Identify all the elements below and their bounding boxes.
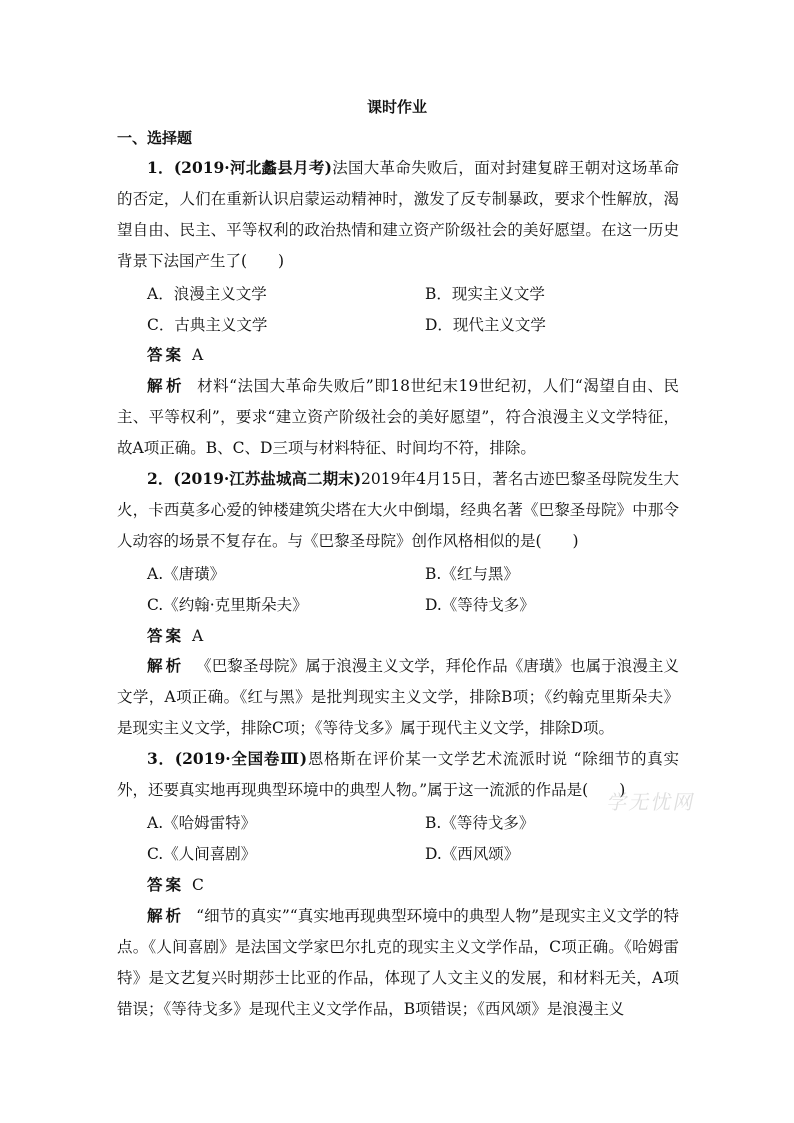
section-heading: 一、选择题	[117, 129, 193, 147]
question-1-explanation: 解析 材料“法国大革命失败后”即18世纪末19世纪初，人们“渴望自由、民主、平等权利”，要求“建立资产阶级社会的美好愿望”，符合浪漫主义文学特征，故A项正确。B、C、D三项与材料特征、时间均不符，排除。	[117, 376, 679, 457]
question-1-stem: 1．(2019·河北蠡县月考)法国大革命失败后，面对封建复辟王朝对这场革命的否定，人们在重新认识启蒙运动精神时，激发了反专制暴政，要求个性解放，渴望自由、民主、平等权利的政治热情和建立资产阶级社会的美好愿望。在这一历史背景下法国产生了( )	[117, 158, 679, 270]
watermark: 学无忧网	[605, 790, 699, 814]
question-1-option-d: D．现代主义文学	[425, 316, 546, 334]
question-2-option-d: D.《等待戈多》	[425, 596, 535, 614]
question-1-answer: 答案 A	[147, 345, 204, 364]
question-2-option-c: C.《约翰·克里斯朵夫》	[147, 596, 308, 614]
question-3-option-c: C.《人间喜剧》	[147, 845, 257, 863]
question-3-option-a: A.《哈姆雷特》	[147, 814, 257, 832]
question-3-stem: 3．(2019·全国卷Ⅲ)恩格斯在评价某一文学艺术流派时说 “除细节的真实外，还要真实地再现典型环境中的典型人物。”属于这一流派的作品是( )	[117, 749, 679, 799]
question-1-source: 1．(2019·河北蠡县月考)	[147, 158, 332, 177]
question-2-stem: 2．(2019·江苏盐城高二期末)2019年4月15日，著名古迹巴黎圣母院发生大火，卡西莫多心爱的钟楼建筑尖塔在大火中倒塌，经典名著《巴黎圣母院》中那令人动容的场景不复存在。与《巴黎圣母院》创作风格相似的是( )	[117, 469, 679, 550]
question-3-option-b: B.《等待戈多》	[425, 814, 535, 832]
question-3-answer: 答案 C	[147, 875, 204, 894]
question-2-source: 2．(2019·江苏盐城高二期末)	[147, 469, 362, 488]
question-1-option-b: B．现实主义文学	[425, 285, 545, 303]
question-3-source: 3．(2019·全国卷Ⅲ)	[147, 749, 308, 768]
question-3-explanation: 解析 “细节的真实”“真实地再现典型环境中的典型人物”是现实主义文学的特点。《人间喜剧》是法国文学家巴尔扎克的现实主义文学作品，C项正确。《哈姆雷特》是文艺复兴时期莎士比亚的作品，体现了人文主义的发展，和材料无关，A项错误；《等待戈多》是现代主义文学作品，B项错误；《西风颂》是浪漫主义	[117, 906, 679, 1018]
question-3-option-d: D.《西风颂》	[425, 845, 520, 863]
question-2-answer: 答案 A	[147, 626, 204, 645]
question-1-option-c: C．古典主义文学	[147, 316, 268, 334]
question-1-option-a: A．浪漫主义文学	[147, 285, 267, 303]
question-2-option-b: B.《红与黑》	[425, 565, 519, 583]
question-2-option-a: A.《唐璜》	[147, 565, 226, 583]
question-2-explanation: 解析 《巴黎圣母院》属于浪漫主义文学，拜伦作品《唐璜》也属于浪漫主义文学，A项正确。《红与黑》是批判现实主义文学，排除B项；《约翰克里斯朵夫》是现实主义文学，排除C项；《等待戈多》属于现代主义文学，排除D项。	[117, 656, 679, 737]
page-title: 课时作业	[366, 98, 427, 116]
